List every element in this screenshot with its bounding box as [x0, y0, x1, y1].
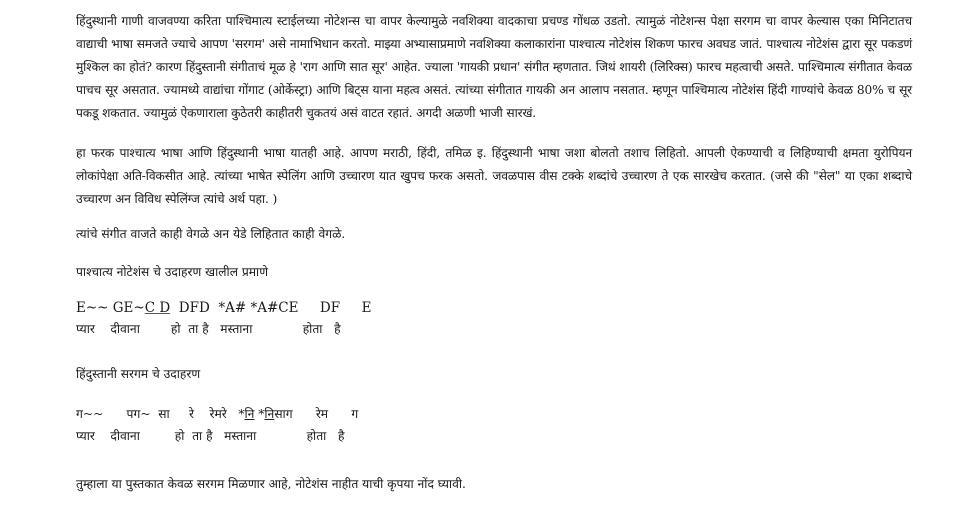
heading-sargam-example: हिंदुस्तानी सरगम चे उदाहरण: [76, 367, 201, 381]
western-notes-rest: DFD *A# *A#CE DF E: [170, 300, 372, 316]
western-notes-part: E~~ GE~: [76, 300, 145, 316]
western-lyrics-line: प्यार दीवाना हो ता है मस्ताना होता है: [76, 322, 341, 336]
line-music-differs: त्यांचे संगीत वाजते काही वेगळे अन येडे लिहितात काही वेगळे.: [76, 227, 346, 241]
sargam-notes-star: *: [254, 407, 265, 421]
sargam-notation-example: [76, 394, 912, 450]
western-notation-example: [76, 292, 912, 348]
paragraph-intro: हिंदुस्थानी गाणी वाजवण्या करिता पाश्चिमात्य स्टाईलच्या नोटेशन्स चा वापर केल्यामुळे नवशिक्या वादकाचा प्रचण्ड गोंधळ उडतो. त्यामुळं नोटेशन्स पेक्षा सरगम चा वापर केल्यास एका मिनिटातच वाद्याची भाषा समजते ज्याचे आपण 'सरगम' असे नामाभिधान करतो. माझ्या अभ्यासाप्रमाणे नवशिक्या कलाकारांना पाश्चात्य नोटेशंस शिकण फारच अवघड जातं. पाश्चात्य नोटेशंस द्वारा सूर पकडणं मुश्किल का होतं? कारण हिंदुस्तानी संगीताचं मूळ हे 'राग आणि सात सूर' आहेत. ज्याला 'गायकी प्रधान' संगीत म्हणतात. जिथं शायरी (लिरिक्स) फारच महत्वाची असते. पाश्चिमात्य संगीतात केवळ पाचच सूर असतात. ज्यामध्ये वाद्यांचा गोंगाट (ओर्केस्ट्रा) आणि बिट्स याना महत्व असतं. त्यांच्या संगीतात गायकी अन आलाप नसतात. म्हणून पाश्चिमात्य नोटेशंस हिंदी गाण्यांचे केवळ 80% च सूर पकडू शकतात. ज्यामुळं ऐकणाराला कुठेतरी काहीतरी चुकतयं असं वाटत रहातं. अगदी अळणी भाजी सारखं.: [76, 14, 912, 120]
document-page: [76, 10, 912, 496]
sargam-note-ni-underlined: नि: [244, 407, 255, 421]
sargam-note-ni-underlined-2: नि: [264, 407, 275, 421]
sargam-lyrics-line: प्यार दीवाना हो ता है मस्ताना होता है: [76, 429, 345, 443]
sargam-notes-line: [76, 404, 358, 424]
western-notes-underlined: C D: [144, 300, 171, 316]
sargam-notes-rest: साग रेम ग: [274, 407, 359, 421]
western-notes-line: [76, 298, 371, 318]
footer-note: तुम्हाला या पुस्तकात केवळ सरगम मिळणार आहे, नोटेशंस नाहीत याची कृपया नोंद घ्यावी.: [76, 477, 466, 491]
sargam-notes-part: ग~~ पग~ सा रे रेमरे *: [76, 407, 245, 421]
heading-western-example: पाश्चात्य नोटेशंस चे उदाहरण खालील प्रमाणे: [76, 265, 269, 279]
paragraph-language-difference: हा फरक पाश्चात्य भाषा आणि हिंदुस्थानी भाषा यातही आहे. आपण मराठी, हिंदी, तमिळ इ. हिंदुस्थानी भाषा जशा बोलतो तशाच लिहितो. आपली ऐकण्याची व लिहिण्याची क्षमता युरोपियन लोकांपेक्षा अति-विकसीत आहे. त्यांच्या भाषेत स्पेलिंग आणि उच्चारण यात खुपच फरक असतो. जवळपास वीस टक्के शब्दांचे उच्चारण ते एक सारखेच करतात. (जसे की "सेल" या एका शब्दाचे उच्चारण अन विविध स्पेलिंग्ज त्यांचे अर्थ पहा. ): [76, 146, 912, 206]
